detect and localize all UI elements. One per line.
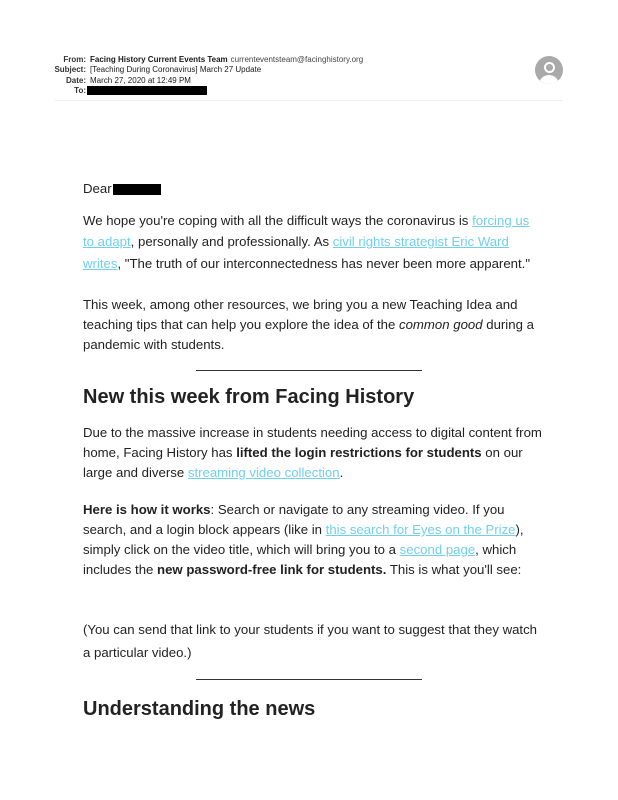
section-heading-understanding-the-news: Understanding the news (83, 698, 316, 720)
section-heading-new-this-week: New this week from Facing History (83, 386, 415, 408)
sender-name[interactable]: Facing History Current Events Team (90, 55, 228, 64)
teaching-idea-paragraph: This week, among other resources, we bring you a new Teaching Idea and teaching tips that can help you explore the idea of the common good during a pandemic with students. (83, 297, 534, 352)
subject-label: Subject: (54, 65, 86, 75)
section-divider (196, 370, 422, 371)
subject-value: [Teaching During Coronavirus] March 27 Update (90, 65, 262, 75)
eyes-on-the-prize-search-link[interactable]: this search for Eyes on the Prize (325, 522, 516, 537)
forcing-us-to-adapt-link[interactable]: forcing us to adapt (83, 212, 530, 249)
to-row (0, 86, 618, 96)
date-value: March 27, 2020 at 12:49 PM (90, 75, 191, 85)
header-divider (55, 100, 563, 101)
recipient-redacted (87, 86, 207, 95)
login-restrictions-paragraph: Due to the massive increase in students needing access to digital content from home, Facing History has lifted the login restrictions for students on our large and diverse streaming video collection. (83, 425, 542, 480)
to-label: To: (74, 85, 86, 95)
email-body (83, 178, 543, 721)
date-row (0, 76, 618, 86)
from-label: From: (63, 55, 86, 64)
greeting: Dear (83, 178, 543, 200)
streaming-video-collection-link[interactable]: streaming video collection (187, 465, 340, 480)
send-link-paragraph: (You can send that link to your students if you want to suggest that they watch a particular video.) (83, 622, 538, 660)
second-page-link[interactable]: second page (399, 542, 476, 557)
person-placeholder-icon (535, 56, 563, 84)
from-row (0, 55, 618, 65)
sender-email[interactable]: currenteventsteam@facinghistory.org (230, 55, 364, 64)
intro-paragraph: We hope you're coping with all the difficult ways the coronavirus is forcing us to adapt, personally and professionally. As civil rights strategist Eric Ward writes, "The truth of our interconnectedness has never been more apparent." (83, 212, 530, 271)
subject-row (0, 65, 618, 75)
email-header (0, 55, 618, 96)
eric-ward-link[interactable]: civil rights strategist Eric Ward writes (83, 234, 509, 271)
section-divider (196, 679, 422, 680)
greeting-name-redacted (113, 184, 161, 195)
how-it-works-paragraph: Here is how it works: Search or navigate to any streaming video. If you search, and a login block appears (like in this search for Eyes on the Prize), simply click on the video title, which will bring you to a second page, which includes the new password-free link for students. This is what you'll see: (83, 502, 524, 577)
date-label: Date: (65, 75, 86, 85)
